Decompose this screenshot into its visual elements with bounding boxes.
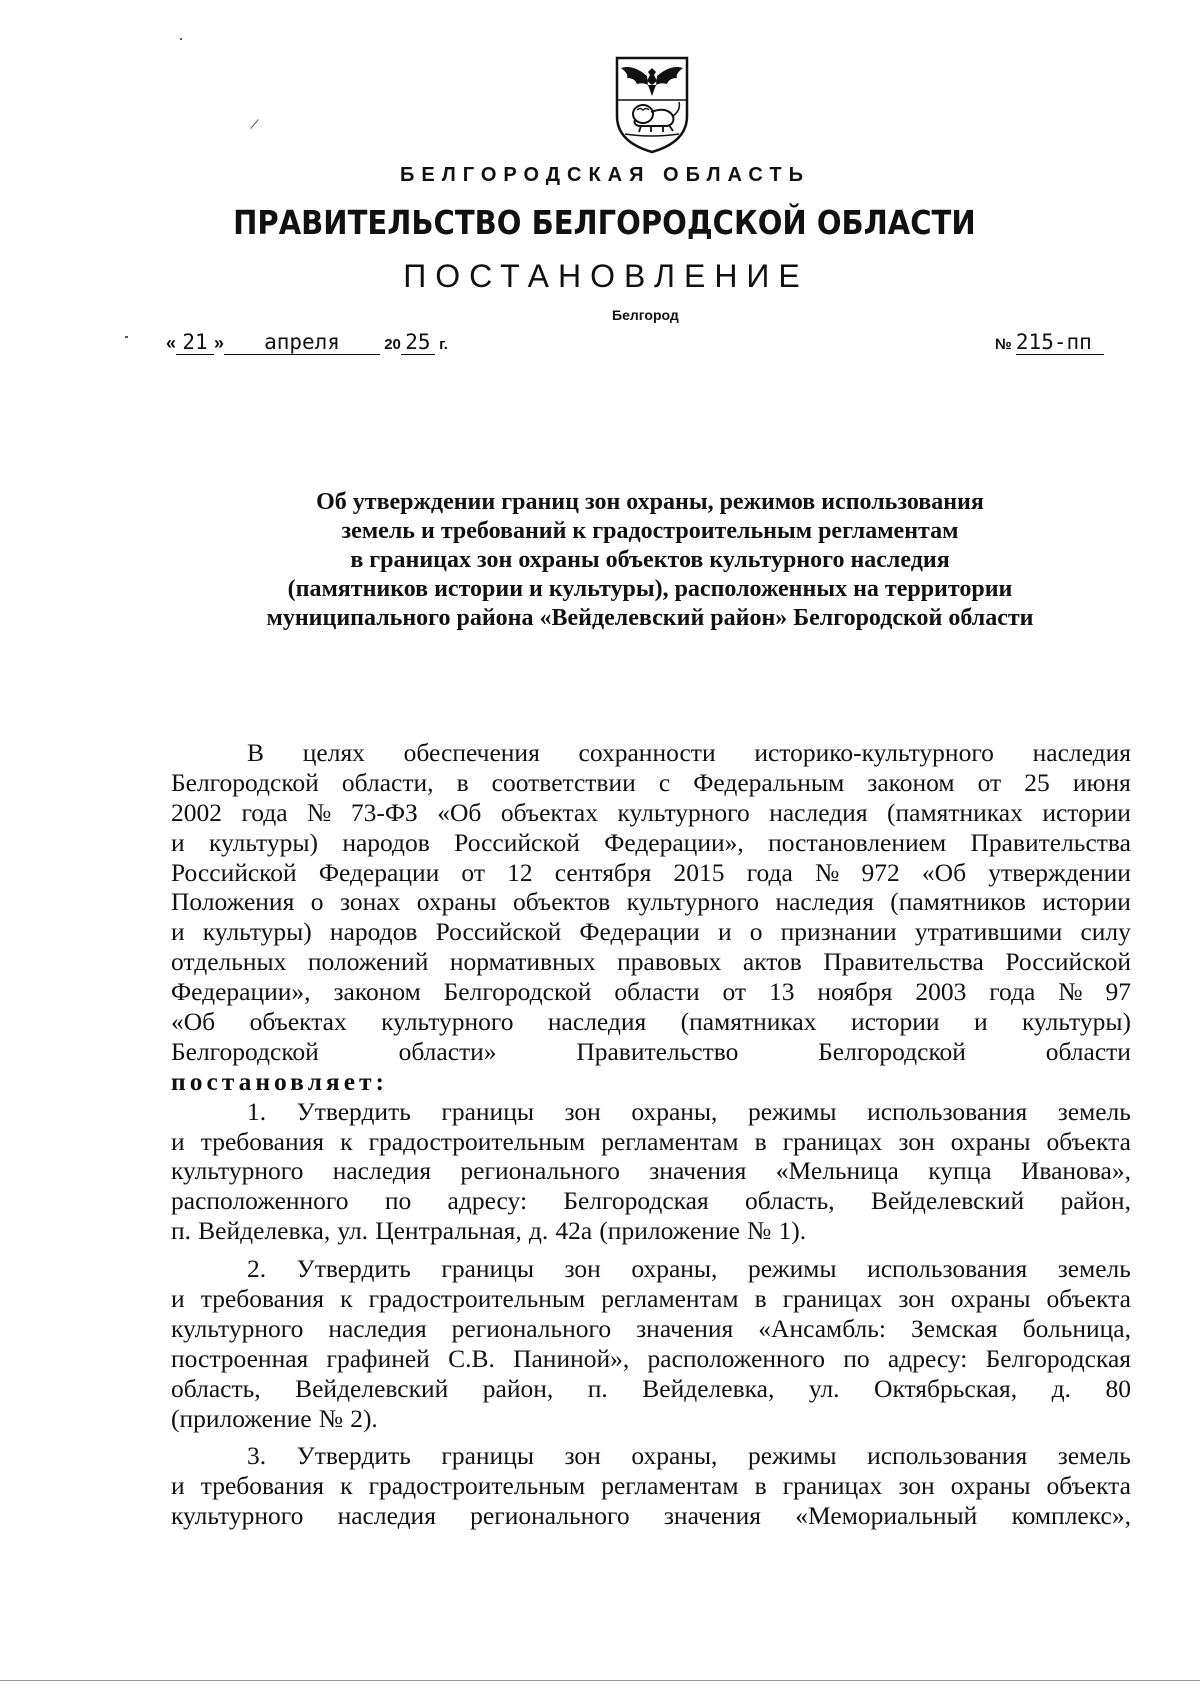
word: значения [649,1156,747,1186]
body-line [171,1441,1131,1471]
word: по [843,1343,870,1373]
word: постановлением [768,827,947,857]
body-line [171,798,1131,828]
word: Вейделевский [295,1373,449,1403]
word: «Мемориальный [795,1501,978,1531]
body-line [171,1254,1131,1284]
word: объекта [1046,1284,1131,1314]
word: истории [1042,797,1131,827]
word: зон [564,1096,601,1126]
word: границах [782,1471,883,1501]
word: законом [867,767,955,797]
word: регламентам [601,1284,739,1314]
document-title [170,488,1130,633]
word: область, [171,1373,261,1403]
word: культуры) [209,827,318,857]
word: 12 [507,857,533,887]
date-year-prefix: 20 [384,336,401,353]
date-day: 21 [176,330,214,355]
word: № [318,1403,344,1433]
word: Федеральным [693,767,845,797]
scan-mark [250,119,258,129]
word: земель [1057,1441,1131,1471]
word: наследия [547,1007,647,1037]
body-line [171,738,1131,768]
word: значения [636,1313,734,1343]
word: Федерации [579,917,700,947]
word: истории [850,1007,940,1037]
word: о [749,917,763,947]
word: Федерации», [604,827,744,857]
body-line [171,1067,1131,1097]
word: 1. [247,1096,267,1126]
word: области, [341,767,434,797]
word: года [746,857,793,887]
word: сентября [554,857,652,887]
word: д. [1051,1373,1071,1403]
body-line [171,1037,1131,1067]
word: 2. [247,1254,267,1284]
word: Центральная, [375,1216,522,1246]
word: культурного [381,1007,514,1037]
word: зон [898,1471,935,1501]
word: (памятников [890,887,1026,917]
word: законом [333,977,421,1007]
word: требования [200,1471,325,1501]
word: постановляет: [171,1066,389,1096]
word: Утвердить [296,1254,411,1284]
word: режимы [747,1254,837,1284]
word: область, [745,1186,835,1216]
body-line [171,828,1131,858]
word: «Ансамбль: [758,1313,886,1343]
word: наследия [1032,738,1131,767]
word: 25 [1024,767,1050,797]
word: народов [329,917,418,947]
word: охраны [950,1284,1031,1314]
word: Белгородской [171,1036,319,1066]
word: Российской [1005,947,1131,977]
body-line [171,1127,1131,1157]
word: Белгородской [171,767,319,797]
word: в [456,767,469,797]
word: 2002 [171,797,222,827]
body-line [171,1007,1131,1037]
word: границах [782,1126,883,1156]
word: регионального [460,1156,620,1186]
word: С.В. [448,1343,495,1373]
word: границы [441,1096,534,1126]
word: Российской [454,827,580,857]
word: п. [171,1216,192,1246]
word: актов [742,947,802,977]
word: культуры) [202,917,312,947]
word: 13 [768,977,795,1007]
word: № [747,1216,772,1246]
government-heading: ПРАВИТЕЛЬСТВО БЕЛГОРОДСКОЙ ОБЛАСТИ [233,203,976,242]
word: объектах [249,1007,347,1037]
word: культурного [171,1156,304,1186]
word: утверждении [988,857,1131,887]
word: д. [528,1216,549,1246]
word: ул. [337,1216,369,1246]
word: и [973,1007,988,1037]
number-sign: № [995,336,1012,353]
word: Вейделевка, [642,1373,775,1403]
word: 80 [1105,1373,1131,1403]
word: значения [663,1501,762,1531]
word: сохранности [578,738,716,767]
word: Белгородской [818,1036,966,1066]
word: охраны, [631,1096,718,1126]
body-line [171,1216,1131,1246]
word: года [989,977,1036,1007]
word: Правительство [576,1036,739,1066]
body-line [171,1097,1131,1127]
city-label: Белгород [612,307,679,323]
title-line: (памятников истории и культуры), расположенных на территории [287,576,1013,602]
word: области [1045,1036,1131,1066]
body-line [171,1374,1131,1404]
word: наследия [328,1313,427,1343]
word: Федерации [318,857,440,887]
word: зон [898,1126,935,1156]
word: Правительства [823,947,984,977]
word: правовых [617,947,722,977]
word: район, [1060,1186,1131,1216]
paragraph-gap [171,1433,1131,1441]
word: градостроительным [368,1126,586,1156]
date-month: апреля [224,330,380,355]
word: обеспечения [403,738,540,767]
body-line [171,1284,1131,1314]
word: к [340,1126,353,1156]
word: регионального [470,1501,630,1531]
title-line: в границах зон охраны объектов культурного наследия [350,547,950,573]
word: (памятниках [680,1007,817,1037]
body-line [171,1186,1131,1216]
word: больница, [1022,1313,1131,1343]
word: (памятниках [887,797,1023,827]
word: от [722,977,747,1007]
body-line [171,858,1131,888]
word: силу [1080,917,1131,947]
body-line [171,947,1131,977]
body-line [171,1314,1131,1344]
word: В [247,738,265,767]
word: графиней [326,1343,430,1373]
word: охраны [950,1126,1031,1156]
word: 1). [778,1216,807,1246]
word: 73-ФЗ [350,797,418,827]
word: истории [1042,887,1131,917]
document-type-heading: ПОСТАНОВЛЕНИЕ [403,258,809,294]
word: 2003 [915,977,967,1007]
word: зонах [339,887,401,917]
word: культурного [171,1501,304,1531]
title-line: Об утверждении границ зон охраны, режимов использования [316,489,984,515]
word: к [340,1471,353,1501]
word: требования [200,1126,325,1156]
word: соответствии [491,767,636,797]
word: Федерации», [171,977,311,1007]
scan-mark [125,336,128,338]
word: градостроительным [368,1284,586,1314]
word: Российской [435,917,562,947]
word: Белгородская [985,1343,1131,1373]
document-body [171,738,1131,1531]
body-line [171,1156,1131,1186]
paragraph-gap [171,1246,1131,1254]
word: № [815,857,840,887]
document-number-field [995,330,1104,355]
word: области» [398,1036,497,1066]
word: № [1058,977,1083,1007]
word: культурного [617,797,750,827]
title-line: муниципального района «Вейделевский район» Белгородской области [266,605,1034,631]
word: 97 [1105,977,1131,1007]
word: и [171,827,185,857]
word: Правительства [970,827,1131,857]
word: «Мельница [775,1156,899,1186]
body-line [171,887,1131,917]
word: расположенного [171,1186,349,1216]
word: границы [441,1254,534,1284]
word: и [171,917,185,947]
word: требования [200,1284,325,1314]
word: режимы [747,1441,837,1471]
scan-edge-line [0,1680,1200,1681]
body-line [171,1501,1131,1531]
date-close-quote: » [214,333,225,353]
word: (приложение [599,1216,740,1246]
word: культуры) [1022,1007,1131,1037]
word: народов [342,827,430,857]
word: район, [482,1373,554,1403]
word: объекта [1046,1126,1131,1156]
word: июня [1072,767,1131,797]
word: «Об [171,1007,216,1037]
word: режимы [747,1096,837,1126]
word: охраны, [631,1441,718,1471]
word: Российской [171,857,297,887]
word: культурного [171,1313,304,1343]
word: зон [898,1284,935,1314]
word: ул. [808,1373,840,1403]
scan-mark [180,38,182,40]
word: Белгородской [443,977,592,1007]
word: 2015 [673,857,725,887]
word: охраны [950,1471,1031,1501]
word: целях [302,738,365,767]
region-heading: БЕЛГОРОДСКАЯ ОБЛАСТЬ [400,164,810,186]
body-line [171,1471,1131,1501]
body-line [171,1404,1131,1434]
word: и [171,1126,185,1156]
word: регламентам [601,1471,739,1501]
word: объектах [500,797,598,827]
word: к [340,1284,353,1314]
word: от [461,857,485,887]
word: от [977,767,1002,797]
word: года [241,797,288,827]
body-line [171,1344,1131,1374]
word: адресу: [447,1186,528,1216]
word: использования [867,1254,1028,1284]
word: 2). [350,1403,378,1433]
word: (приложение [171,1403,312,1433]
word: историко-культурного [754,738,994,767]
word: регионального [451,1313,612,1343]
word: «Об [921,857,967,887]
word: наследия [775,887,874,917]
word: о [310,887,324,917]
body-line [171,768,1131,798]
date-open-quote: « [166,333,177,353]
word: «Об [437,797,482,827]
word: культурного [626,887,759,917]
word: градостроительным [368,1471,586,1501]
word: охраны, [631,1254,718,1284]
word: признании [780,917,897,947]
word: 972 [861,857,900,887]
word: в [754,1284,767,1314]
word: в [754,1471,767,1501]
word: Вейделевский [870,1186,1025,1216]
word: нормативных [449,947,596,977]
word: Утвердить [296,1096,411,1126]
title-line: земель и требований к градостроительным регламентам [341,518,959,544]
word: ноября [817,977,893,1007]
word: утратившими [914,917,1063,947]
word: области [614,977,700,1007]
word: земель [1057,1254,1131,1284]
word: комплекс», [1011,1501,1131,1531]
word: адресу: [887,1343,968,1373]
word: расположенного [647,1343,826,1373]
word: отдельных [171,947,287,977]
word: использования [867,1441,1028,1471]
word: по [384,1186,412,1216]
word: наследия [337,1501,436,1531]
word: купца [928,1156,992,1186]
word: и [171,1471,185,1501]
word: Вейделевка, [198,1216,331,1246]
document-number: 215-пп [1016,330,1104,355]
date-field [166,330,448,360]
word: № [307,797,332,827]
date-year-mark: г. [439,336,448,353]
word: границах [782,1284,883,1314]
word: 3. [247,1441,267,1471]
word: в [754,1126,767,1156]
word: построенная [171,1343,309,1373]
word: наследия [769,797,868,827]
word: объектов [512,887,611,917]
body-line [171,977,1131,1007]
word: и [717,917,732,947]
word: Иванова», [1020,1156,1131,1186]
word: с [658,767,671,797]
word: Паниной», [513,1343,630,1373]
word: границы [441,1441,534,1471]
word: земель [1057,1096,1131,1126]
word: использования [867,1096,1028,1126]
word: п. [587,1373,608,1403]
date-year-suffix: 25 [401,330,435,355]
word: Утвердить [296,1441,411,1471]
word: охраны [416,887,497,917]
word: зон [564,1441,601,1471]
word: Земская [910,1313,998,1343]
word: наследия [332,1156,432,1186]
word: зон [564,1254,601,1284]
word: объекта [1046,1471,1131,1501]
body-line [171,917,1131,947]
word: Положения [171,887,295,917]
word: и [171,1284,185,1314]
coat-of-arms-icon [611,54,693,154]
word: Белгородская [563,1186,709,1216]
word: положений [307,947,429,977]
word: регламентам [601,1126,739,1156]
word: Октябрьская, [874,1373,1018,1403]
word: 42а [555,1216,593,1246]
